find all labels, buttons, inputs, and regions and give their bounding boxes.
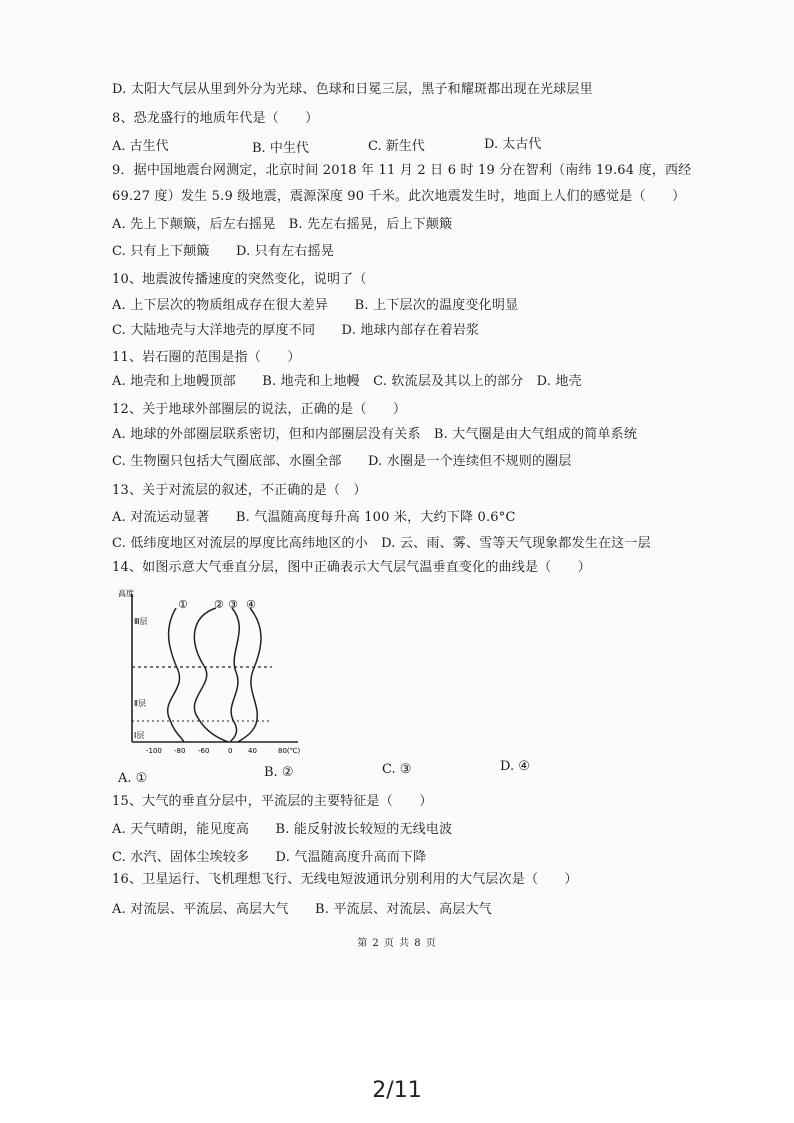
q9-stem-line1: 9．据中国地震台网测定，北京时间 2018 年 11 月 2 日 6 时 19 分在智利（南纬 19.64 度，西经 [112,163,692,178]
q11-options: A. 地壳和上地幔顶部 B. 地壳和上地幔 C. 软流层及其以上的部分 D. 地壳 [112,374,582,389]
q7-option-d: D. 太阳大气层从里到外分为光球、色球和日冕三层，黑子和耀斑都出现在光球层里 [112,82,593,97]
q13-stem: 13、关于对流层的叙述，不正确的是（ ） [112,483,367,498]
q14-option-d: D. ④ [500,759,530,774]
x-tick-80: 80(℃) [278,747,301,755]
atmosphere-layer-diagram [112,588,312,756]
q16-stem: 16、卫星运行、飞机理想飞行、无线电短波通讯分别利用的大气层次是（ ） [112,872,578,887]
q15-options-cd: C. 水汽、固体尘埃较多 D. 气温随高度升高而下降 [112,850,427,865]
q12-options-ab: A. 地球的外部圈层联系密切，但和内部圈层没有关系 B. 大气圈是由大气组成的简单系统 [112,427,638,442]
curve-1-label: ① [178,598,188,611]
q16-options: A. 对流层、平流层、高层大气 B. 平流层、对流层、高层大气 [112,902,492,917]
curve-1 [168,608,184,742]
q15-stem: 15、大气的垂直分层中，平流层的主要特征是（ ） [112,794,433,809]
q14-option-a: A. ① [118,771,148,786]
curve-4-label: ④ [246,598,256,611]
q10-options-ab: A. 上下层次的物质组成存在很大差异 B. 上下层次的温度变化明显 [112,298,519,313]
x-tick-minus-100: -100 [146,747,162,755]
y-axis-label: 高度 [118,589,134,598]
q13-options-ab: A. 对流运动显著 B. 气温随高度每升高 100 米，大约下降 0.6°C [112,510,516,525]
page-footer: 第 2 页 共 8 页 [357,938,437,949]
q10-stem: 10、地震波传播速度的突然变化，说明了（ [112,272,367,287]
curve-3-label: ③ [228,598,238,611]
q14-option-b: B. ② [264,765,294,780]
curve-2 [194,608,228,742]
curve-2-label: ② [214,598,224,611]
page-counter: 2/11 [372,1078,422,1103]
q14-stem: 14、如图示意大气垂直分层，图中正确表示大气层气温垂直变化的曲线是（ ） [112,560,591,575]
q9-stem-line2: 69.27 度）发生 5.9 级地震，震源深度 90 千米。此次地震发生时，地面上人们的感觉是（ ） [112,189,686,204]
q8-option-c: C. 新生代 [368,139,425,154]
q8-option-a: A. 古生代 [112,139,169,154]
layer-3-label: Ⅲ层 [134,617,148,626]
q8-stem: 8、恐龙盛行的地质年代是（ ） [112,111,319,126]
q11-stem: 11、岩石圈的范围是指（ ） [112,350,301,365]
x-tick-minus-60: -60 [198,747,210,755]
layer-1-label: Ⅰ层 [134,731,145,740]
q9-options-ab: A. 先上下颠簸，后左右摇晃 B. 先左右摇晃，后上下颠簸 [112,217,453,232]
q10-options-cd: C. 大陆地壳与大洋地壳的厚度不同 D. 地球内部存在着岩浆 [112,323,480,338]
curve-3 [230,608,239,742]
q8-option-b: B. 中生代 [252,141,309,156]
q12-stem: 12、关于地球外部圈层的说法，正确的是（ ） [112,402,407,417]
x-tick-0: 0 [228,747,233,755]
x-tick-minus-80: -80 [174,747,186,755]
q8-option-d: D. 太古代 [484,137,542,152]
q12-options-cd: C. 生物圈只包括大气圈底部、水圈全部 D. 水圈是一个连续但不规则的圈层 [112,454,572,469]
x-tick-40: 40 [248,747,257,755]
q13-options-cd: C. 低纬度地区对流层的厚度比高纬地区的小 D. 云、雨、雾、雪等天气现象都发生在这一层 [112,536,651,551]
q15-options-ab: A. 天气晴朗，能见度高 B. 能反射波长较短的无线电波 [112,822,453,837]
curve-4 [238,608,261,742]
q14-option-c: C. ③ [382,762,412,777]
layer-2-label: Ⅱ层 [134,699,146,708]
q9-options-cd: C. 只有上下颠簸 D. 只有左右摇晃 [112,244,334,259]
